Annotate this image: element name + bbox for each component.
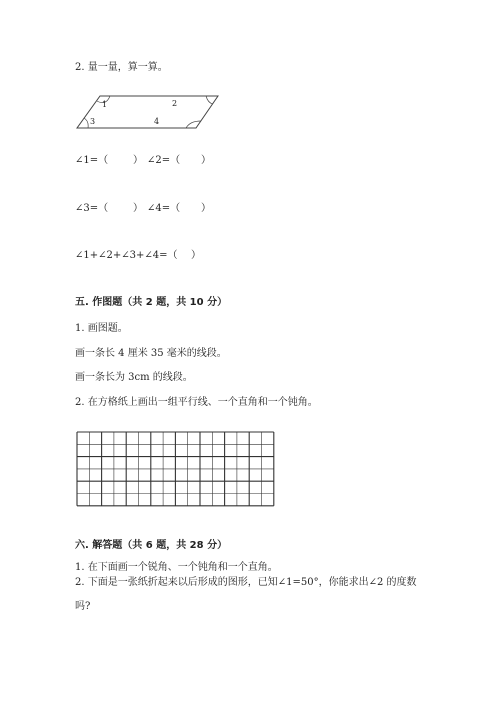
- angle-label-1: 1: [102, 100, 108, 109]
- angle-4-prompt: ∠4=（: [147, 203, 181, 214]
- angle-3-prompt: ∠3=（: [75, 203, 109, 214]
- angle-label-2: 2: [172, 99, 178, 108]
- draw-task-b: 画一条长为 3cm 的线段。: [75, 372, 193, 383]
- angle-sum-close: ）: [191, 250, 201, 261]
- question-2-title: 2. 量一量，算一算。: [75, 62, 168, 73]
- draw-task-a: 画一条长 4 厘米 35 毫米的线段。: [75, 348, 227, 359]
- angle-1-prompt: ∠1=（: [75, 155, 109, 166]
- section-5-question-1: 1. 画图题。: [75, 323, 128, 334]
- angle-label-4: 4: [154, 117, 160, 126]
- section-6-question-2-continued: 吗?: [75, 601, 91, 612]
- section-5-heading: 五. 作图题（共 2 题，共 10 分）: [75, 297, 228, 308]
- angle-4-close: ）: [201, 203, 211, 214]
- angle-label-3: 3: [90, 117, 96, 126]
- section-5-question-2: 2. 在方格纸上画出一组平行线、一个直角和一个钝角。: [75, 397, 318, 408]
- angle-3-close: ）: [133, 203, 143, 214]
- angle-1-close: ）: [133, 155, 143, 166]
- angle-2-close: ）: [201, 155, 211, 166]
- section-6-question-1: 1. 在下面画一个锐角、一个钝角和一个直角。: [75, 562, 278, 573]
- angle-sum-prompt: ∠1+∠2+∠3+∠4=（: [75, 250, 178, 261]
- angle-2-prompt: ∠2=（: [147, 155, 181, 166]
- section-6-heading: 六. 解答题（共 6 题，共 28 分）: [75, 540, 228, 551]
- section-6-question-2: 2. 下面是一张纸折起来以后形成的图形，已知∠1=50°，你能求出∠2 的度数: [75, 577, 417, 588]
